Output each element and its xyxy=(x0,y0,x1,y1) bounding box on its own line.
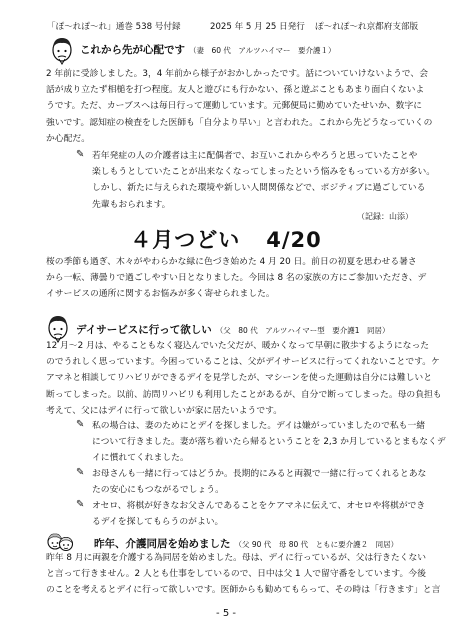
page-header xyxy=(47,20,427,32)
paragraph-line: のことを考えるとデイに行って欲しいです。医師からも勧めてもらって、その時は「行きます」と言 xyxy=(46,585,441,596)
comment-block xyxy=(92,498,425,530)
paragraph-line: うです。ただ、カーブスへは毎日行って運動しています。元郵便局に勤めていたせいか、数字に xyxy=(46,101,423,112)
header-branch: ぽ～れぽ～れ京都府支部版 xyxy=(315,22,419,32)
paragraph-line: アマネと相談してリハビリができるデイを見学したが、マシーンを使った運動は自分には難しいと xyxy=(46,373,433,384)
page-number: - 5 - xyxy=(216,608,236,619)
meeting-heading xyxy=(0,224,452,254)
paragraph-line: 昨年 8 月に両親を介護する為同居を始めました。母は、デイに行っているが、父は行きたくない xyxy=(46,553,427,563)
header-newsletter-issue: 「ぽ～れぽ～れ」通巻 538 号付録 xyxy=(47,22,181,32)
paragraph-line: 考えて、父にはデイに行って欲しいが家に居たいようです。 xyxy=(46,405,283,416)
section-title-text: デイサービスに行って欲しい xyxy=(76,324,212,336)
paragraph-line: と言って行きません。2 人とも仕事をしているので、日中は父 1 人で留守番をしています。今後 xyxy=(46,569,426,580)
meeting-paragraph xyxy=(46,254,426,303)
section-subtitle: （父 80 代 アルツハイマー型 要介護1 同居） xyxy=(215,326,390,335)
paragraph-line: 桜の季節も過ぎ、木々がやわらかな緑に色づき始めた 4 月 20 日。前日の初夏を思わせる暑さ xyxy=(46,257,417,267)
comment-line: オセロ、将棋が好きなお父さんであることをケアマネに伝えて、オセロや将棋ができ xyxy=(92,501,426,511)
meeting-date: 4/20 xyxy=(266,228,322,252)
paragraph-line: か心配だ。 xyxy=(46,133,90,144)
section-subtitle: （妻 60 代 アルツハイマー 要介護１） xyxy=(189,46,336,55)
section-title xyxy=(94,536,398,551)
pencil-icon: ✎ xyxy=(76,419,85,430)
paragraph-line: 強いです。認知症の検査をした医師も「自分より早い」と言われた。これから先どうなっていくの xyxy=(46,117,433,128)
section-subtitle: （父 90 代 母 80 代 ともに要介護２ 同居） xyxy=(234,540,399,549)
comment-block xyxy=(92,148,435,213)
meeting-title: ４月つどい xyxy=(130,228,241,252)
paragraph-line: 話が成り立たず相槌を打つ程度。友人と遊びにも行かない、孫と遊ぶこともあまり面白くないよ xyxy=(46,85,425,96)
record-credit: （記録：山添） xyxy=(357,212,413,221)
pencil-icon: ✎ xyxy=(76,499,85,510)
section-title-text: これから先が心配です xyxy=(80,44,185,56)
comment-line: 私の場合は、妻のためにとデイを探しました。デイは嫌がっていましたので私も一緒 xyxy=(92,421,426,431)
comment-line: しかし、新たに与えられた環境や新しい人間関係などで、ポジティブに過ごしている xyxy=(92,183,426,194)
section-title xyxy=(76,322,390,337)
comment-line: 楽しもうとしていたことが出来なくなってしまったという悩みをもっている方が多い。 xyxy=(92,167,436,178)
comment-line: 先輩もおられます。 xyxy=(92,199,171,210)
comment-line: イに慣れてくれました。 xyxy=(92,453,189,464)
section-paragraph xyxy=(46,338,442,419)
paragraph-line: 断ってしまった。以前、訪問リハビリも利用したことがあるが、自分で断ってしまった。母の負担も xyxy=(46,389,442,400)
comment-line: 若年発症の人の介護者は主に配偶者で、お互いこれからやろうと思っていたことや xyxy=(92,151,418,161)
paragraph-line: のでうれしく思っています。今困っていることは、父がデイサービスに行ってくれないことです。ケ xyxy=(46,357,440,368)
comment-block xyxy=(92,418,446,467)
section-title xyxy=(80,42,335,57)
comment-line: お母さんも一緒に行ってはどうか。長期的にみると両親で一緒に行ってくれるとあな xyxy=(92,469,427,479)
man-face-icon xyxy=(50,36,74,66)
section-paragraph xyxy=(46,66,432,147)
pencil-icon: ✎ xyxy=(76,467,85,478)
paragraph-line: イサービスの通所に関するお悩みが多く寄せられました。 xyxy=(46,289,275,300)
comment-block xyxy=(92,466,426,498)
paragraph-line: 2 年前に受診しました。3，4 年前から様子がおかしかったです。話についていけないようで、会 xyxy=(46,69,429,79)
comment-line: たの安心にもつながるでしょう。 xyxy=(92,485,224,496)
comment-line: について行きました。妻が落ち着いたら帰るということを 2,3 か月しているとまもなくデ xyxy=(92,437,446,448)
header-issue-date: 2025 年 5 月 25 日発行 xyxy=(210,22,305,32)
pencil-icon: ✎ xyxy=(76,149,85,160)
comment-line: るデイを探してもらうのがよい。 xyxy=(92,517,224,528)
paragraph-line: から一転、薄曇りで過ごしやすい日となりました。今回は 8 名の家族の方にご参加いただき、デ xyxy=(46,273,427,284)
paragraph-line: 12 月～2 月は、やることもなく寝込んでいた父だが、暖かくなって早朝に散歩するようになった xyxy=(46,341,430,351)
section-paragraph xyxy=(46,550,440,599)
section-title-text: 昨年、介護同居を始めました xyxy=(94,538,231,550)
